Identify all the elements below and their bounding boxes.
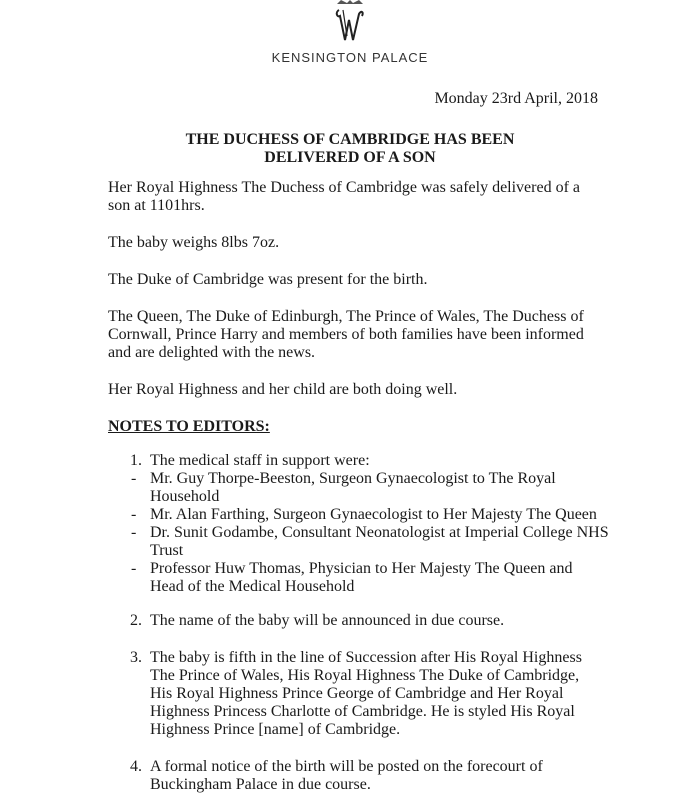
staff-item: Professor Huw Thomas, Physician to Her Majesty The Queen and Head of the Medical Household [150,560,573,595]
note-item: The medical staff in support were: [150,452,370,469]
paragraph: The Queen, The Duke of Edinburgh, The Prince of Wales, The Duchess of Cornwall, Prince Harry and members of both families have been informed and are delighted with the news. [108,308,584,361]
note-number: 1. [130,452,142,469]
paragraph: Her Royal Highness The Duchess of Cambridge was safely delivered of a son at 1101hrs. [108,179,581,214]
note-number: 4. [130,758,142,775]
paragraph: The baby weighs 8lbs 7oz. [108,234,280,251]
notes-heading: NOTES TO EDITORS: [108,418,270,435]
headline [0,131,700,167]
dash-bullet: - [131,470,137,487]
dash-bullet: - [131,560,137,577]
dash-bullet: - [131,524,137,541]
note-number: 3. [130,649,142,666]
kensington-palace-logo [325,0,375,46]
organisation-name: KENSINGTON PALACE [271,50,429,65]
paragraph: The Duke of Cambridge was present for the birth. [108,271,428,288]
headline-line-1: THE DUCHESS OF CAMBRIDGE HAS BEEN [185,131,515,148]
note-item: The baby is fifth in the line of Succession after His Royal Highness The Prince of Wales, His Royal Highness The Duke of Cambridge, His Royal Highness Prince George of Cambridge and Her Royal Highness Princess Charlotte of Cambridge. He is styled His Royal Highness Prince [name] of Cambridge. [150,649,582,738]
staff-item: Dr. Sunit Godambe, Consultant Neonatologist at Imperial College NHS Trust [150,524,609,559]
note-item: The name of the baby will be announced in due course. [150,612,505,629]
note-item: A formal notice of the birth will be posted on the forecourt of Buckingham Palace in due course. [150,758,543,793]
staff-item: Mr. Alan Farthing, Surgeon Gynaecologist to Her Majesty The Queen [150,506,597,523]
dash-bullet: - [131,506,137,523]
staff-item: Mr. Guy Thorpe-Beeston, Surgeon Gynaecologist to The Royal Household [150,470,556,505]
headline-line-2: DELIVERED OF A SON [264,149,436,166]
paragraph: Her Royal Highness and her child are both doing well. [108,381,458,398]
release-date: Monday 23rd April, 2018 [434,90,598,107]
note-number: 2. [130,612,142,629]
